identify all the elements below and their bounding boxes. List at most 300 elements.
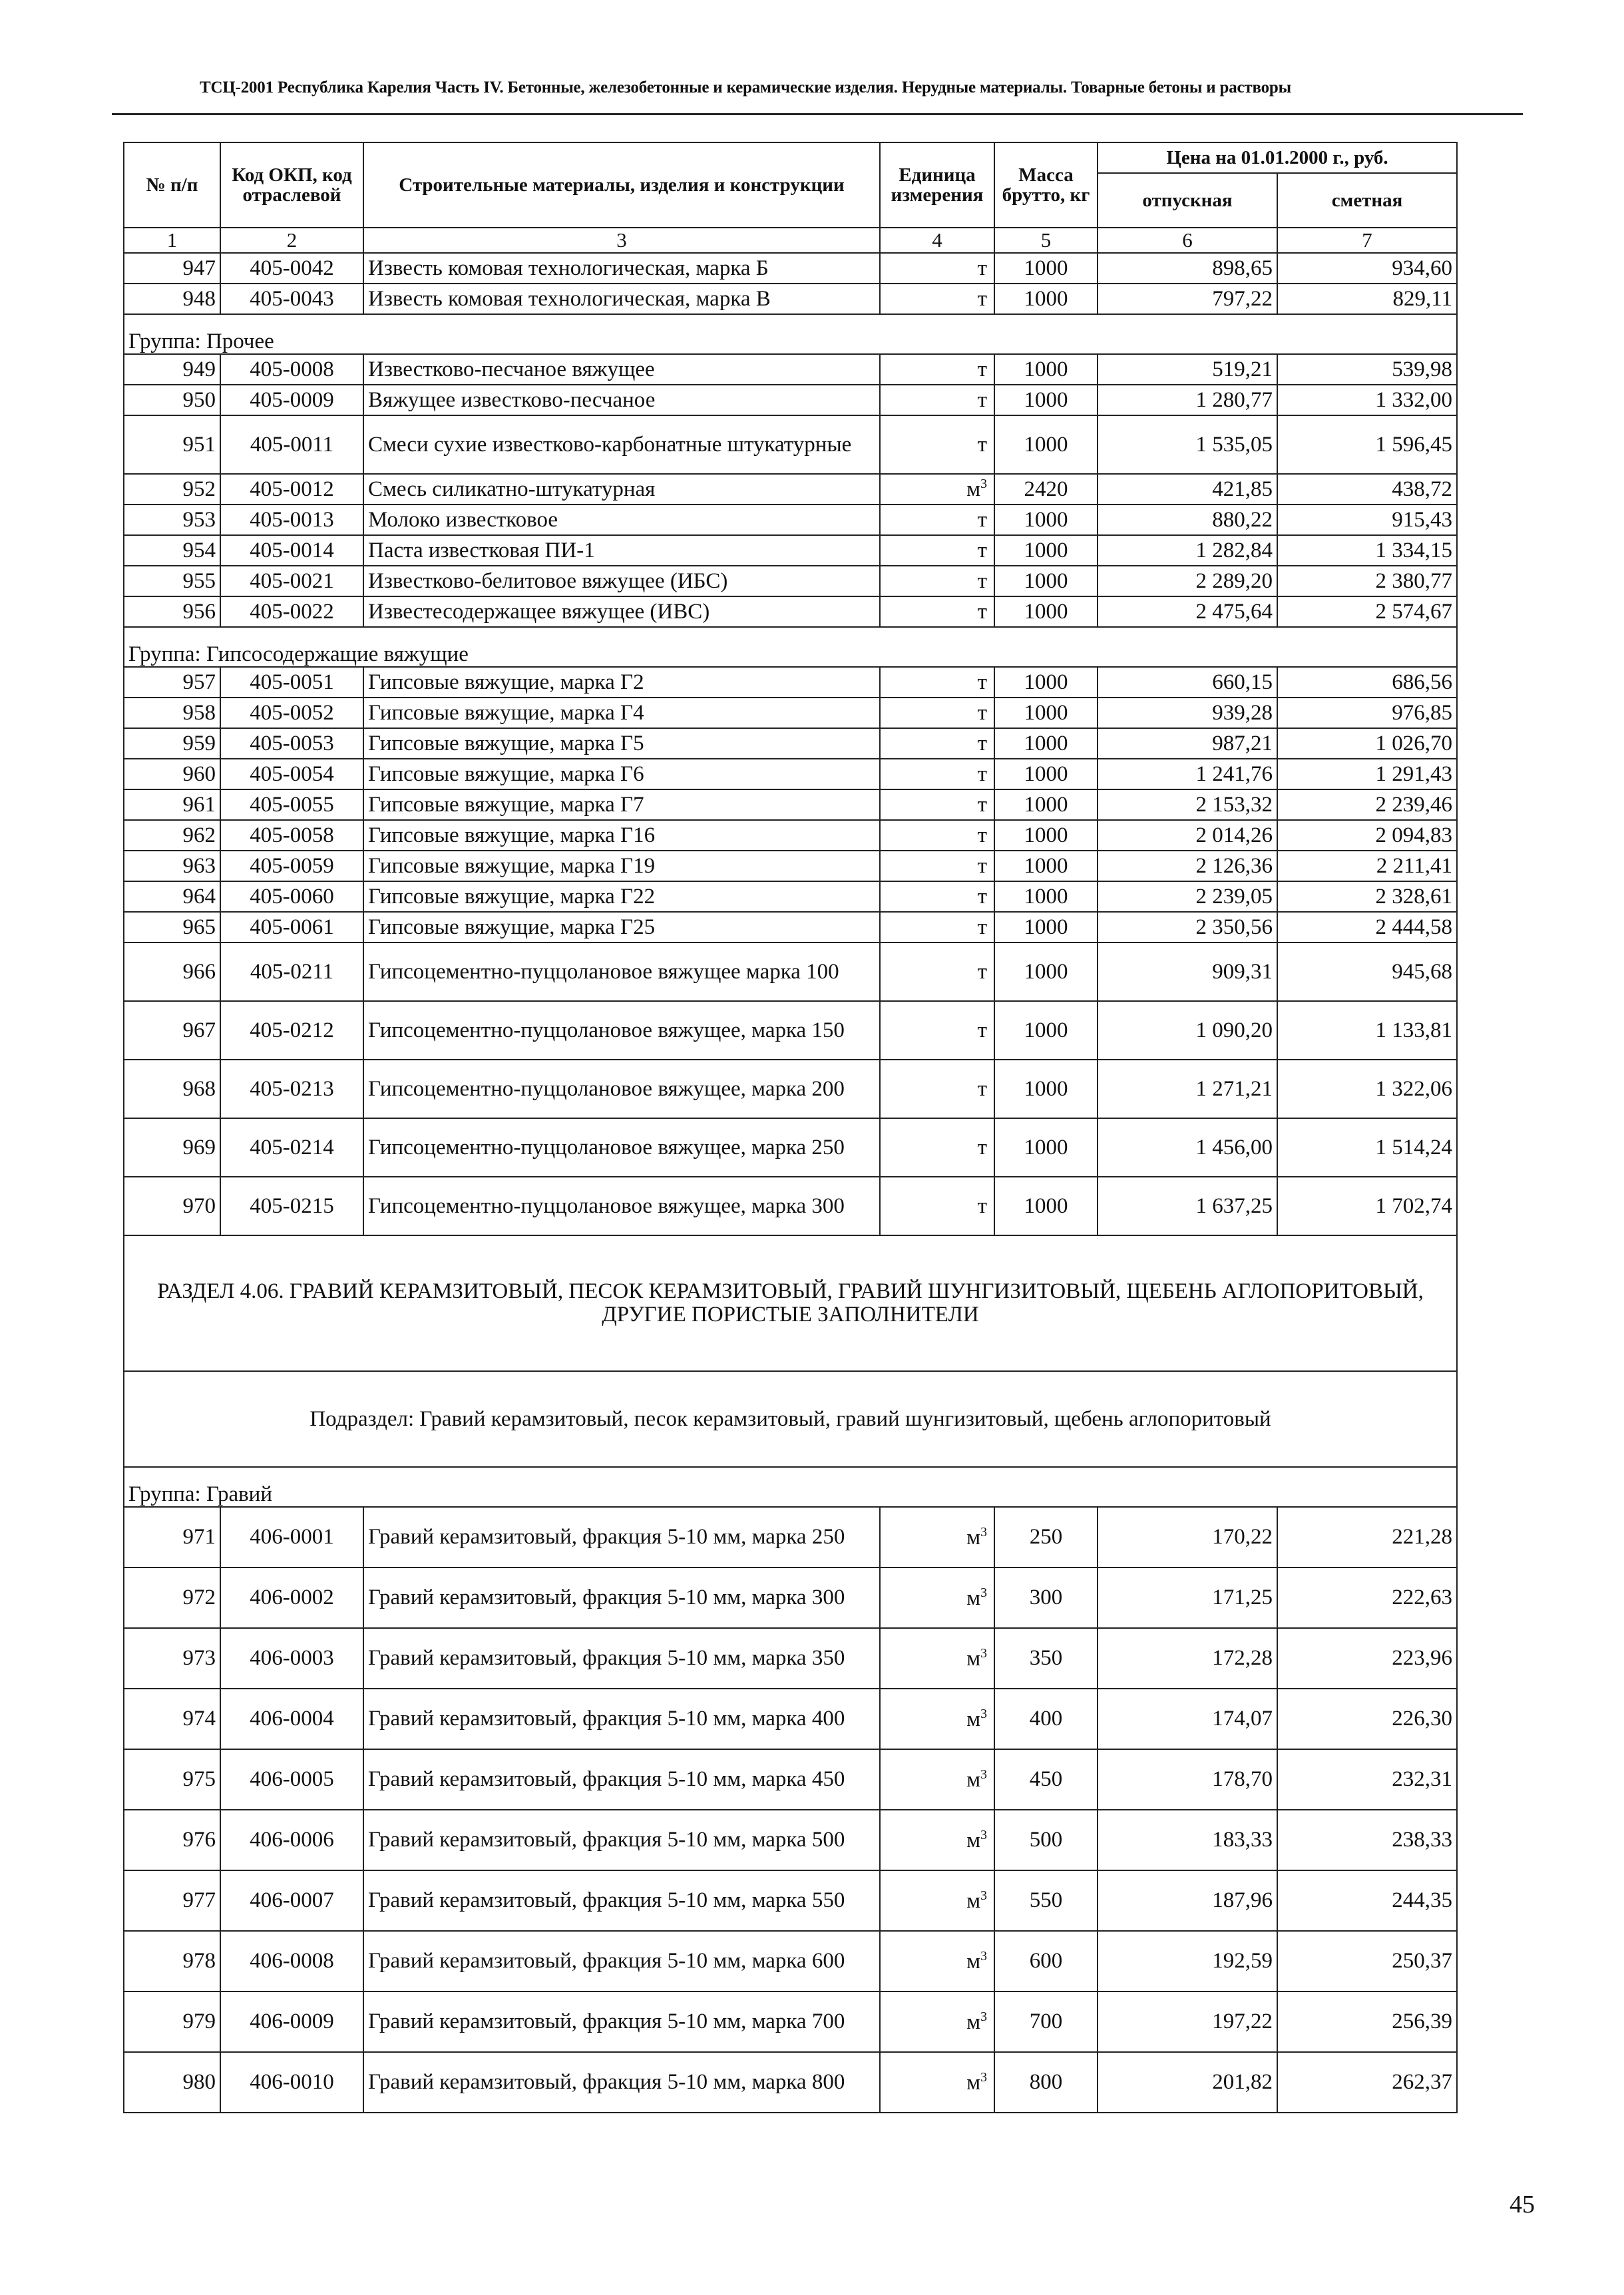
cell-mass: 1000 (994, 698, 1098, 728)
cell-number: 978 (124, 1931, 220, 1991)
cell-code: 405-0058 (220, 820, 363, 851)
cell-price-estimate: 1 291,43 (1277, 759, 1457, 789)
cell-unit (880, 1689, 994, 1749)
cell-number: 974 (124, 1689, 220, 1749)
cell-name: Известесодержащее вяжущее (ИВС) (363, 596, 880, 627)
table-row (124, 881, 1457, 912)
cell-number: 975 (124, 1749, 220, 1810)
cell-price-estimate: 915,43 (1277, 505, 1457, 535)
col-number: 6 (1098, 228, 1277, 253)
unit-text: м (966, 1949, 981, 1974)
cell-unit: т (880, 881, 994, 912)
cell-price-release: 192,59 (1098, 1931, 1277, 1991)
table-row (124, 1118, 1457, 1177)
cell-code: 405-0012 (220, 474, 363, 505)
cell-name: Известково-белитовое вяжущее (ИБС) (363, 566, 880, 596)
cell-code: 406-0006 (220, 1810, 363, 1870)
unit-superscript: 3 (980, 1767, 987, 1782)
cell-price-release: 1 637,25 (1098, 1177, 1277, 1235)
header-price-release: отпускная (1098, 173, 1277, 228)
cell-mass: 1000 (994, 851, 1098, 881)
cell-price-estimate: 2 574,67 (1277, 596, 1457, 627)
cell-unit: т (880, 667, 994, 698)
cell-name: Вяжущее известково-песчаное (363, 385, 880, 415)
cell-unit: т (880, 851, 994, 881)
group-title: Группа: Гипсосодержащие вяжущие (124, 627, 1457, 667)
cell-mass: 600 (994, 1931, 1098, 1991)
cell-price-estimate: 256,39 (1277, 1991, 1457, 2052)
group-title: Группа: Прочее (124, 314, 1457, 354)
cell-number: 967 (124, 1001, 220, 1060)
table-row (124, 415, 1457, 474)
cell-price-estimate: 1 514,24 (1277, 1118, 1457, 1177)
cell-number: 950 (124, 385, 220, 415)
cell-unit: т (880, 1001, 994, 1060)
cell-code: 405-0022 (220, 596, 363, 627)
cell-mass: 1000 (994, 354, 1098, 385)
cell-price-release: 1 280,77 (1098, 385, 1277, 415)
cell-price-release: 2 350,56 (1098, 912, 1277, 942)
table-header (124, 142, 1457, 253)
col-number: 5 (994, 228, 1098, 253)
cell-number: 964 (124, 881, 220, 912)
col-number: 3 (363, 228, 880, 253)
unit-text: м (966, 1707, 981, 1731)
cell-unit: т (880, 385, 994, 415)
unit-superscript: 3 (980, 2069, 987, 2085)
cell-name: Молоко известковое (363, 505, 880, 535)
cell-code: 405-0215 (220, 1177, 363, 1235)
cell-number: 953 (124, 505, 220, 535)
cell-price-release: 2 475,64 (1098, 596, 1277, 627)
cell-unit: т (880, 728, 994, 759)
cell-name: Гравий керамзитовый, фракция 5-10 мм, марка 350 (363, 1628, 880, 1689)
cell-price-release: 898,65 (1098, 253, 1277, 284)
group-row (124, 314, 1457, 354)
cell-code: 405-0021 (220, 566, 363, 596)
table-row (124, 1060, 1457, 1118)
cell-mass: 1000 (994, 912, 1098, 942)
col-number: 1 (124, 228, 220, 253)
cell-unit: т (880, 505, 994, 535)
cell-number: 971 (124, 1507, 220, 1567)
cell-price-estimate: 232,31 (1277, 1749, 1457, 1810)
cell-name: Гипсоцементно-пуццолановое вяжущее, марка 250 (363, 1118, 880, 1177)
cell-mass: 1000 (994, 789, 1098, 820)
table-row (124, 912, 1457, 942)
cell-number: 976 (124, 1810, 220, 1870)
cell-name: Смесь силикатно-штукатурная (363, 474, 880, 505)
cell-unit (880, 1749, 994, 1810)
unit-superscript: 3 (980, 477, 987, 492)
header-price-estimate: сметная (1277, 173, 1457, 228)
cell-code: 406-0010 (220, 2052, 363, 2113)
cell-code: 405-0009 (220, 385, 363, 415)
unit-text: м (966, 2009, 981, 2034)
cell-name: Гипсовые вяжущие, марка Г22 (363, 881, 880, 912)
unit-superscript: 3 (980, 1524, 987, 1540)
cell-mass: 1000 (994, 1001, 1098, 1060)
cell-name: Гипсовые вяжущие, марка Г5 (363, 728, 880, 759)
cell-unit (880, 1628, 994, 1689)
cell-price-release: 183,33 (1098, 1810, 1277, 1870)
cell-number: 965 (124, 912, 220, 942)
cell-price-release: 172,28 (1098, 1628, 1277, 1689)
cell-name: Гипсовые вяжущие, марка Г6 (363, 759, 880, 789)
cell-code: 406-0003 (220, 1628, 363, 1689)
unit-text: м (966, 477, 981, 502)
cell-unit: т (880, 942, 994, 1001)
table-row (124, 1749, 1457, 1810)
cell-unit: т (880, 789, 994, 820)
cell-unit (880, 474, 994, 505)
cell-price-release: 1 535,05 (1098, 415, 1277, 474)
unit-superscript: 3 (980, 1888, 987, 1903)
cell-mass: 1000 (994, 596, 1098, 627)
cell-unit (880, 1507, 994, 1567)
table-row (124, 1991, 1457, 2052)
cell-price-release: 201,82 (1098, 2052, 1277, 2113)
cell-mass: 1000 (994, 759, 1098, 789)
cell-number: 969 (124, 1118, 220, 1177)
table-row (124, 1689, 1457, 1749)
cell-price-estimate: 2 328,61 (1277, 881, 1457, 912)
cell-name: Гипсоцементно-пуццолановое вяжущее, марка 200 (363, 1060, 880, 1118)
cell-number: 948 (124, 284, 220, 314)
cell-price-estimate: 2 380,77 (1277, 566, 1457, 596)
cell-price-release: 421,85 (1098, 474, 1277, 505)
cell-code: 405-0042 (220, 253, 363, 284)
table-row (124, 698, 1457, 728)
cell-price-release: 2 289,20 (1098, 566, 1277, 596)
cell-price-release: 178,70 (1098, 1749, 1277, 1810)
cell-code: 405-0008 (220, 354, 363, 385)
cell-price-release: 939,28 (1098, 698, 1277, 728)
cell-name: Гравий керамзитовый, фракция 5-10 мм, марка 700 (363, 1991, 880, 2052)
cell-number: 949 (124, 354, 220, 385)
cell-mass: 1000 (994, 820, 1098, 851)
cell-code: 406-0005 (220, 1749, 363, 1810)
cell-price-release: 2 126,36 (1098, 851, 1277, 881)
cell-name: Гипсовые вяжущие, марка Г7 (363, 789, 880, 820)
cell-number: 951 (124, 415, 220, 474)
unit-text: м (966, 1525, 981, 1550)
table-row (124, 851, 1457, 881)
cell-code: 406-0009 (220, 1991, 363, 2052)
section-row (124, 1235, 1457, 1371)
cell-price-release: 1 456,00 (1098, 1118, 1277, 1177)
cell-number: 972 (124, 1567, 220, 1628)
unit-superscript: 3 (980, 1645, 987, 1661)
cell-price-estimate: 221,28 (1277, 1507, 1457, 1567)
table-row (124, 1567, 1457, 1628)
group-row (124, 1467, 1457, 1507)
cell-unit: т (880, 1118, 994, 1177)
cell-price-estimate: 226,30 (1277, 1689, 1457, 1749)
cell-mass: 800 (994, 2052, 1098, 2113)
cell-name: Гипсовые вяжущие, марка Г16 (363, 820, 880, 851)
subsection-title: Подраздел: Гравий керамзитовый, песок керамзитовый, гравий шунгизитовый, щебень аглопоритовый (124, 1371, 1457, 1467)
unit-superscript: 3 (980, 1827, 987, 1842)
cell-name: Гравий керамзитовый, фракция 5-10 мм, марка 600 (363, 1931, 880, 1991)
cell-price-estimate: 262,37 (1277, 2052, 1457, 2113)
table-row (124, 1931, 1457, 1991)
cell-name: Смеси сухие известково-карбонатные штукатурные (363, 415, 880, 474)
cell-price-estimate: 1 702,74 (1277, 1177, 1457, 1235)
cell-number: 955 (124, 566, 220, 596)
cell-mass: 350 (994, 1628, 1098, 1689)
header-num: № п/п (124, 142, 220, 228)
cell-number: 952 (124, 474, 220, 505)
price-table (123, 142, 1458, 2113)
cell-unit: т (880, 354, 994, 385)
cell-unit (880, 1810, 994, 1870)
table-row (124, 1628, 1457, 1689)
cell-price-release: 171,25 (1098, 1567, 1277, 1628)
table-row (124, 385, 1457, 415)
cell-mass: 1000 (994, 253, 1098, 284)
cell-mass: 550 (994, 1870, 1098, 1931)
cell-unit: т (880, 253, 994, 284)
cell-price-estimate: 976,85 (1277, 698, 1457, 728)
cell-mass: 450 (994, 1749, 1098, 1810)
cell-code: 406-0007 (220, 1870, 363, 1931)
table-row (124, 1810, 1457, 1870)
table-row (124, 535, 1457, 566)
table-row (124, 1001, 1457, 1060)
cell-code: 406-0008 (220, 1931, 363, 1991)
cell-mass: 400 (994, 1689, 1098, 1749)
cell-number: 958 (124, 698, 220, 728)
unit-text: м (966, 1828, 981, 1852)
cell-price-release: 660,15 (1098, 667, 1277, 698)
cell-number: 968 (124, 1060, 220, 1118)
cell-number: 980 (124, 2052, 220, 2113)
cell-price-estimate: 1 334,15 (1277, 535, 1457, 566)
cell-unit (880, 1991, 994, 2052)
cell-price-release: 2 014,26 (1098, 820, 1277, 851)
cell-mass: 250 (994, 1507, 1098, 1567)
cell-unit: т (880, 759, 994, 789)
cell-mass: 1000 (994, 942, 1098, 1001)
table-row (124, 1507, 1457, 1567)
cell-unit: т (880, 820, 994, 851)
cell-name: Гипсоцементно-пуццолановое вяжущее, марка 300 (363, 1177, 880, 1235)
cell-mass: 1000 (994, 535, 1098, 566)
table-row (124, 728, 1457, 759)
cell-price-estimate: 1 332,00 (1277, 385, 1457, 415)
cell-name: Гравий керамзитовый, фракция 5-10 мм, марка 500 (363, 1810, 880, 1870)
col-number: 7 (1277, 228, 1457, 253)
table-row (124, 789, 1457, 820)
cell-code: 405-0013 (220, 505, 363, 535)
unit-text: м (966, 2070, 981, 2095)
cell-price-release: 2 153,32 (1098, 789, 1277, 820)
cell-price-estimate: 2 444,58 (1277, 912, 1457, 942)
table-row (124, 2052, 1457, 2113)
cell-price-release: 519,21 (1098, 354, 1277, 385)
cell-number: 961 (124, 789, 220, 820)
table-row (124, 667, 1457, 698)
cell-number: 954 (124, 535, 220, 566)
cell-mass: 1000 (994, 667, 1098, 698)
cell-code: 405-0043 (220, 284, 363, 314)
table-body (124, 253, 1457, 2113)
group-row (124, 627, 1457, 667)
col-number: 4 (880, 228, 994, 253)
cell-number: 979 (124, 1991, 220, 2052)
table-row (124, 505, 1457, 535)
cell-number: 957 (124, 667, 220, 698)
cell-unit: т (880, 1060, 994, 1118)
cell-unit: т (880, 596, 994, 627)
cell-price-estimate: 1 322,06 (1277, 1060, 1457, 1118)
cell-unit: т (880, 1177, 994, 1235)
cell-unit (880, 1931, 994, 1991)
unit-superscript: 3 (980, 1948, 987, 1964)
cell-price-release: 197,22 (1098, 1991, 1277, 2052)
cell-price-release: 1 282,84 (1098, 535, 1277, 566)
cell-name: Известь комовая технологическая, марка В (363, 284, 880, 314)
cell-price-estimate: 1 026,70 (1277, 728, 1457, 759)
col-number: 2 (220, 228, 363, 253)
cell-price-estimate: 438,72 (1277, 474, 1457, 505)
table-row (124, 942, 1457, 1001)
cell-price-estimate: 2 239,46 (1277, 789, 1457, 820)
cell-number: 977 (124, 1870, 220, 1931)
cell-price-estimate: 934,60 (1277, 253, 1457, 284)
cell-name: Паста известковая ПИ-1 (363, 535, 880, 566)
unit-text: м (966, 1585, 981, 1610)
cell-mass: 1000 (994, 566, 1098, 596)
table-row (124, 759, 1457, 789)
table-row (124, 596, 1457, 627)
header-code: Код ОКП, код отраслевой (220, 142, 363, 228)
cell-price-release: 880,22 (1098, 505, 1277, 535)
cell-number: 956 (124, 596, 220, 627)
cell-number: 970 (124, 1177, 220, 1235)
cell-price-release: 1 271,21 (1098, 1060, 1277, 1118)
cell-price-release: 174,07 (1098, 1689, 1277, 1749)
cell-price-release: 187,96 (1098, 1870, 1277, 1931)
cell-mass: 1000 (994, 1060, 1098, 1118)
table-row (124, 1177, 1457, 1235)
cell-price-estimate: 539,98 (1277, 354, 1457, 385)
cell-price-release: 1 241,76 (1098, 759, 1277, 789)
cell-mass: 1000 (994, 1177, 1098, 1235)
unit-superscript: 3 (980, 2009, 987, 2024)
cell-unit: т (880, 415, 994, 474)
cell-price-release: 1 090,20 (1098, 1001, 1277, 1060)
table-row (124, 253, 1457, 284)
cell-number: 962 (124, 820, 220, 851)
table-row (124, 1870, 1457, 1931)
cell-price-release: 909,31 (1098, 942, 1277, 1001)
cell-code: 405-0211 (220, 942, 363, 1001)
cell-unit: т (880, 284, 994, 314)
header-name: Строительные материалы, изделия и конструкции (363, 142, 880, 228)
cell-code: 405-0014 (220, 535, 363, 566)
cell-mass: 1000 (994, 385, 1098, 415)
cell-number: 947 (124, 253, 220, 284)
cell-unit (880, 2052, 994, 2113)
cell-name: Известь комовая технологическая, марка Б (363, 253, 880, 284)
cell-mass: 1000 (994, 415, 1098, 474)
cell-price-release: 987,21 (1098, 728, 1277, 759)
unit-superscript: 3 (980, 1706, 987, 1721)
cell-unit: т (880, 698, 994, 728)
header-unit: Единица измерения (880, 142, 994, 228)
cell-name: Гипсовые вяжущие, марка Г2 (363, 667, 880, 698)
unit-text: м (966, 1767, 981, 1792)
table-row (124, 820, 1457, 851)
cell-price-estimate: 244,35 (1277, 1870, 1457, 1931)
cell-unit (880, 1870, 994, 1931)
cell-unit: т (880, 912, 994, 942)
cell-name: Гипсовые вяжущие, марка Г4 (363, 698, 880, 728)
cell-price-estimate: 222,63 (1277, 1567, 1457, 1628)
header-mass: Масса брутто, кг (994, 142, 1098, 228)
table-row (124, 474, 1457, 505)
cell-name: Гипсоцементно-пуццолановое вяжущее марка 100 (363, 942, 880, 1001)
cell-price-estimate: 686,56 (1277, 667, 1457, 698)
cell-code: 405-0053 (220, 728, 363, 759)
cell-code: 405-0213 (220, 1060, 363, 1118)
cell-name: Гипсовые вяжущие, марка Г19 (363, 851, 880, 881)
cell-price-estimate: 250,37 (1277, 1931, 1457, 1991)
cell-mass: 1000 (994, 1118, 1098, 1177)
cell-price-estimate: 223,96 (1277, 1628, 1457, 1689)
cell-number: 960 (124, 759, 220, 789)
cell-name: Гипсоцементно-пуццолановое вяжущее, марка 150 (363, 1001, 880, 1060)
cell-name: Гравий керамзитовый, фракция 5-10 мм, марка 400 (363, 1689, 880, 1749)
cell-number: 963 (124, 851, 220, 881)
cell-price-estimate: 2 094,83 (1277, 820, 1457, 851)
table-row (124, 354, 1457, 385)
cell-price-estimate: 1 133,81 (1277, 1001, 1457, 1060)
cell-number: 973 (124, 1628, 220, 1689)
cell-price-release: 170,22 (1098, 1507, 1277, 1567)
cell-price-release: 2 239,05 (1098, 881, 1277, 912)
cell-code: 406-0001 (220, 1507, 363, 1567)
cell-number: 959 (124, 728, 220, 759)
cell-code: 405-0011 (220, 415, 363, 474)
cell-code: 406-0002 (220, 1567, 363, 1628)
cell-mass: 1000 (994, 505, 1098, 535)
header-rule (112, 113, 1523, 115)
table-row (124, 566, 1457, 596)
cell-mass: 1000 (994, 728, 1098, 759)
cell-mass: 700 (994, 1991, 1098, 2052)
table-row (124, 284, 1457, 314)
page-number: 45 (1510, 2191, 1535, 2218)
cell-code: 405-0054 (220, 759, 363, 789)
cell-name: Гравий керамзитовый, фракция 5-10 мм, марка 800 (363, 2052, 880, 2113)
cell-mass: 2420 (994, 474, 1098, 505)
cell-code: 405-0060 (220, 881, 363, 912)
cell-code: 405-0061 (220, 912, 363, 942)
cell-number: 966 (124, 942, 220, 1001)
cell-price-release: 797,22 (1098, 284, 1277, 314)
cell-price-estimate: 829,11 (1277, 284, 1457, 314)
unit-superscript: 3 (980, 1585, 987, 1600)
cell-code: 405-0214 (220, 1118, 363, 1177)
cell-price-estimate: 1 596,45 (1277, 415, 1457, 474)
cell-unit (880, 1567, 994, 1628)
cell-unit: т (880, 535, 994, 566)
column-numbers-row (124, 228, 1457, 253)
cell-code: 405-0059 (220, 851, 363, 881)
